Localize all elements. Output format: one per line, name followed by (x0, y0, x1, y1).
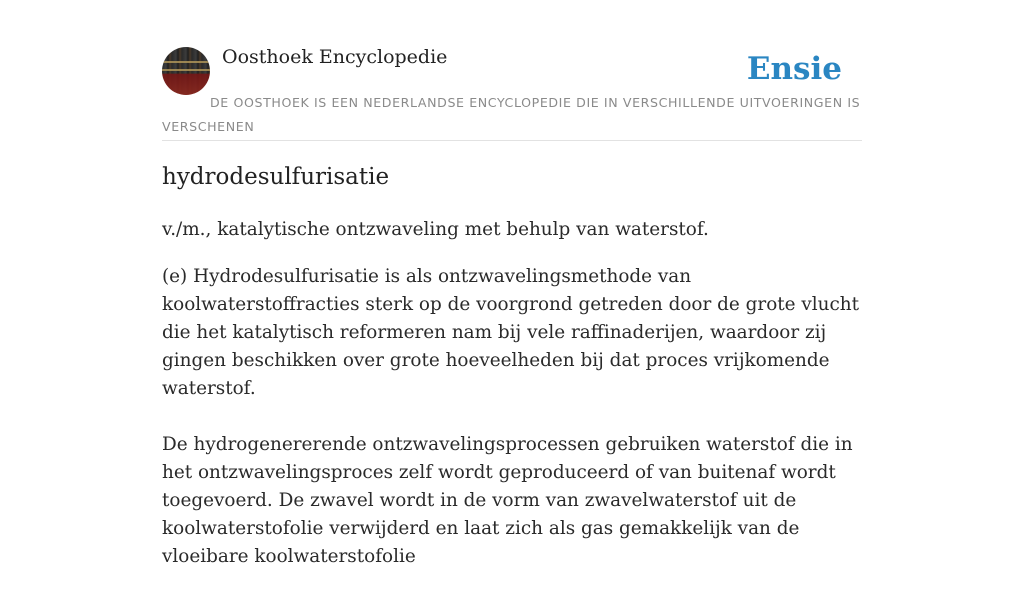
article-paragraph-1: (e) Hydrodesulfurisatie is als ontzwavelingsmethode van koolwaterstoffracties sterk op de voorgrond getreden door de grote vlucht die het katalytisch reformeren nam bij vele raffinaderijen, waardoor zij gingen beschikken over grote hoeveelheden bij dat proces vrijkomende waterstof. (162, 266, 860, 399)
article-definition: v./m., katalytische ontzwaveling met behulp van waterstof. (162, 219, 709, 240)
site-tagline: DE OOSTHOEK IS EEN NEDERLANDSE ENCYCLOPEDIE DIE IN VERSCHILLENDE UITVOERINGEN IS VERSCHENEN (162, 95, 861, 134)
site-name-link[interactable]: Oosthoek Encyclopedie (222, 46, 448, 68)
encyclopedia-books-avatar[interactable] (162, 47, 210, 95)
site-header (162, 46, 862, 141)
article-body (162, 216, 868, 590)
article-paragraph-2: De hydrogenererende ontzwavelingsprocessen gebruiken waterstof die in het ontzwavelingsproces zelf wordt geproduceerd of van buitenaf wordt toegevoerd. De zwavel wordt in de vorm van zwavelwaterstof uit de koolwaterstofolie verwijderd en laat zich als gas gemakkelijk van de vloeibare koolwaterstofolie (162, 434, 853, 567)
article-title: hydrodesulfurisatie (162, 164, 390, 190)
ensie-logo[interactable]: Ensie (746, 51, 842, 87)
